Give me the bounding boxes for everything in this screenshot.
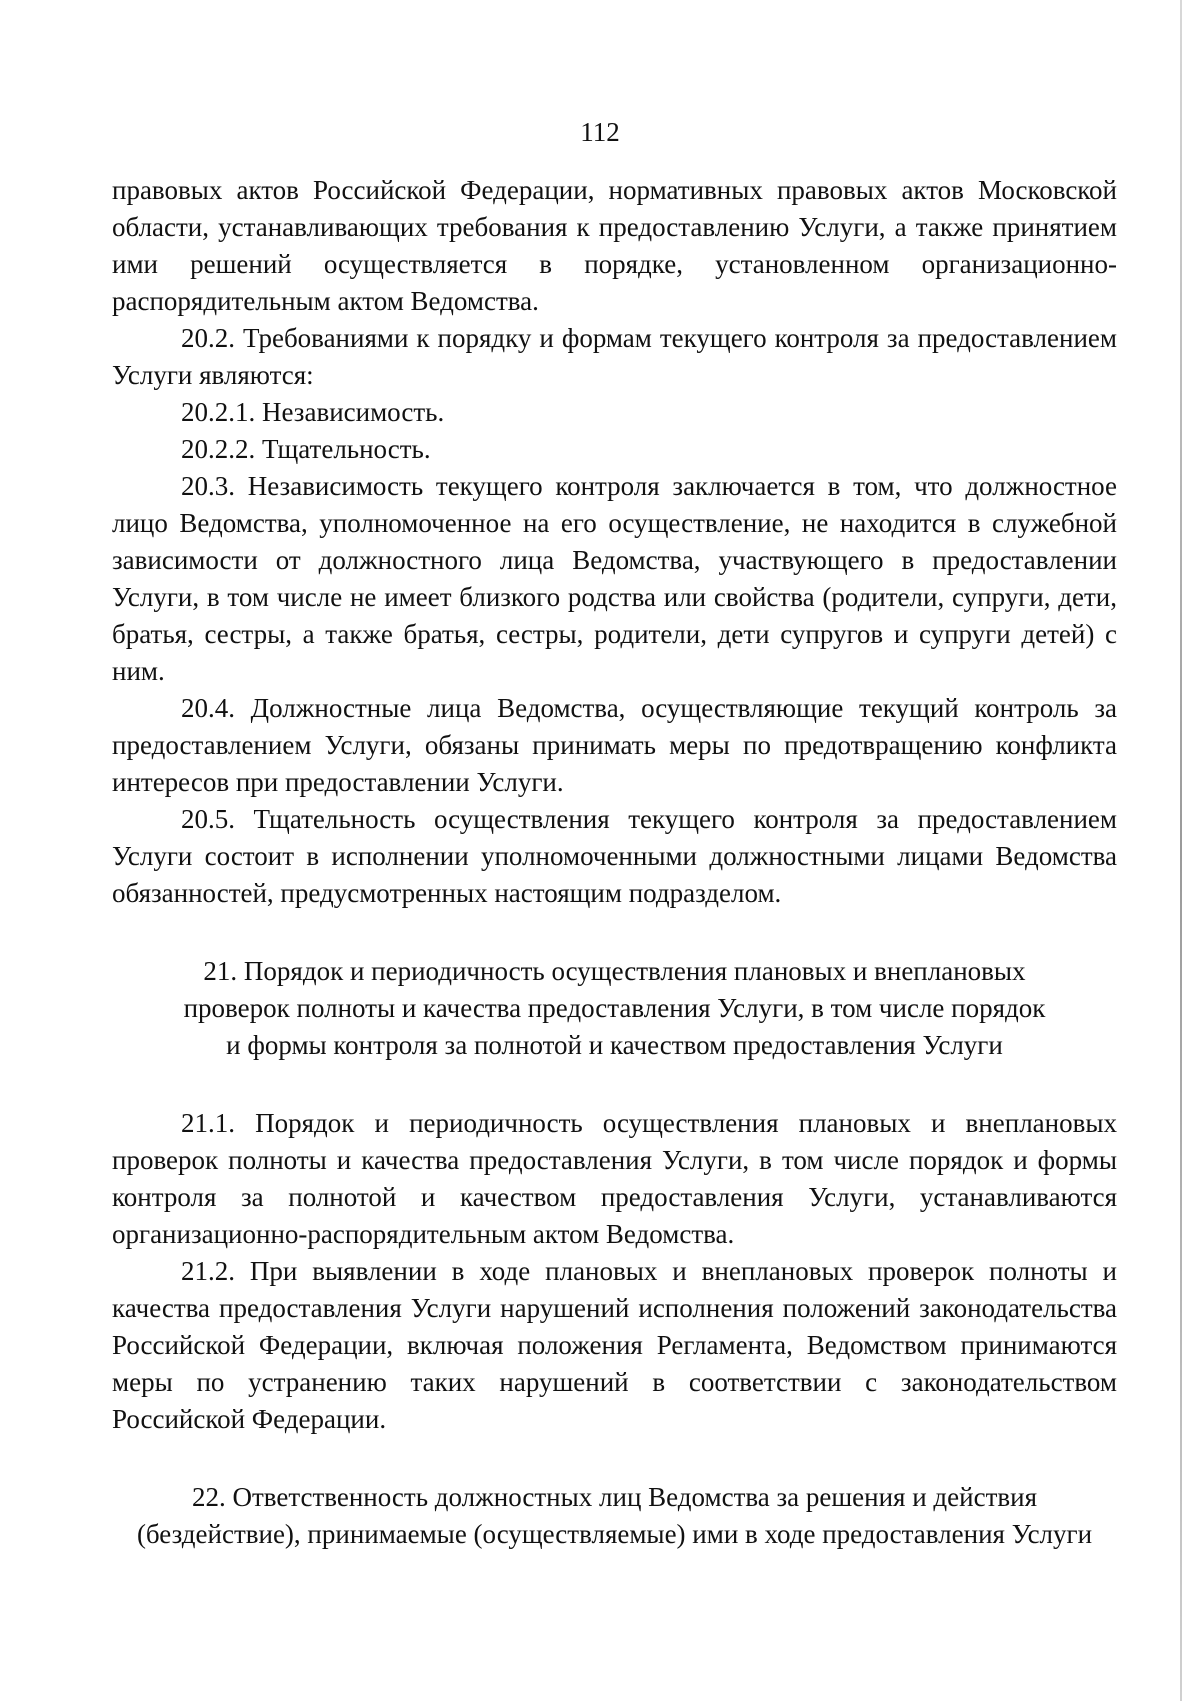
section-heading-21-line-1: 21. Порядок и периодичность осуществления плановых и внеплановых xyxy=(203,956,1026,986)
paragraph-20-4: 20.4. Должностные лица Ведомства, осуществляющие текущий контроль за предоставлением Услуги, обязаны принимать меры по предотвращению конфликта интересов при предоставлении Услуги. xyxy=(112,693,1117,797)
section-heading-21 xyxy=(112,953,1117,1064)
section-heading-21-line-3: и формы контроля за полнотой и качеством предоставления Услуги xyxy=(226,1030,1003,1060)
document-body xyxy=(112,172,1117,1553)
paragraph-20-3: 20.3. Независимость текущего контроля заключается в том, что должностное лицо Ведомства, уполномоченное на его осуществление, не находится в служебной зависимости от должностного лица Ведомства, участвующего в предоставлении Услуги, в том числе не имеет близкого родства или свойства (родители, супруги, дети, братья, сестры, а также братья, сестры, родители, дети супругов и супруги детей) с ним. xyxy=(112,471,1117,686)
paragraph-20-5: 20.5. Тщательность осуществления текущего контроля за предоставлением Услуги состоит в исполнении уполномоченными должностными лицами Ведомства обязанностей, предусмотренных настоящим подразделом. xyxy=(112,804,1117,908)
section-heading-22 xyxy=(112,1479,1117,1553)
page-number: 112 xyxy=(580,117,620,147)
scan-edge-line xyxy=(1180,0,1182,1701)
paragraph-21-1: 21.1. Порядок и периодичность осуществления плановых и внеплановых проверок полноты и качества предоставления Услуги, в том числе порядок и формы контроля за полнотой и качеством предоставления Услуги, устанавливаются организационно-распорядительным актом Ведомства. xyxy=(112,1108,1117,1249)
paragraph-20-2: 20.2. Требованиями к порядку и формам текущего контроля за предоставлением Услуги являются: xyxy=(112,323,1117,390)
section-heading-21-line-2: проверок полноты и качества предоставления Услуги, в том числе порядок xyxy=(183,993,1046,1023)
paragraph-20-2-2: 20.2.2. Тщательность. xyxy=(181,434,431,464)
paragraph-continuation: правовых актов Российской Федерации, нормативных правовых актов Московской области, устанавливающих требования к предоставлению Услуги, а также принятием ими решений осуществляется в порядке, установленном организационно-распорядительным актом Ведомства. xyxy=(112,175,1117,316)
section-heading-22-line-2: (бездействие), принимаемые (осуществляемые) ими в ходе предоставления Услуги xyxy=(136,1519,1093,1549)
paragraph-21-2: 21.2. При выявлении в ходе плановых и внеплановых проверок полноты и качества предоставления Услуги нарушений исполнения положений законодательства Российской Федерации, включая положения Регламента, Ведомством принимаются меры по устранению таких нарушений в соответствии с законодательством Российской Федерации. xyxy=(112,1256,1117,1434)
paragraph-20-2-1: 20.2.1. Независимость. xyxy=(181,397,445,427)
section-heading-22-line-1: 22. Ответственность должностных лиц Ведомства за решения и действия xyxy=(191,1482,1037,1512)
